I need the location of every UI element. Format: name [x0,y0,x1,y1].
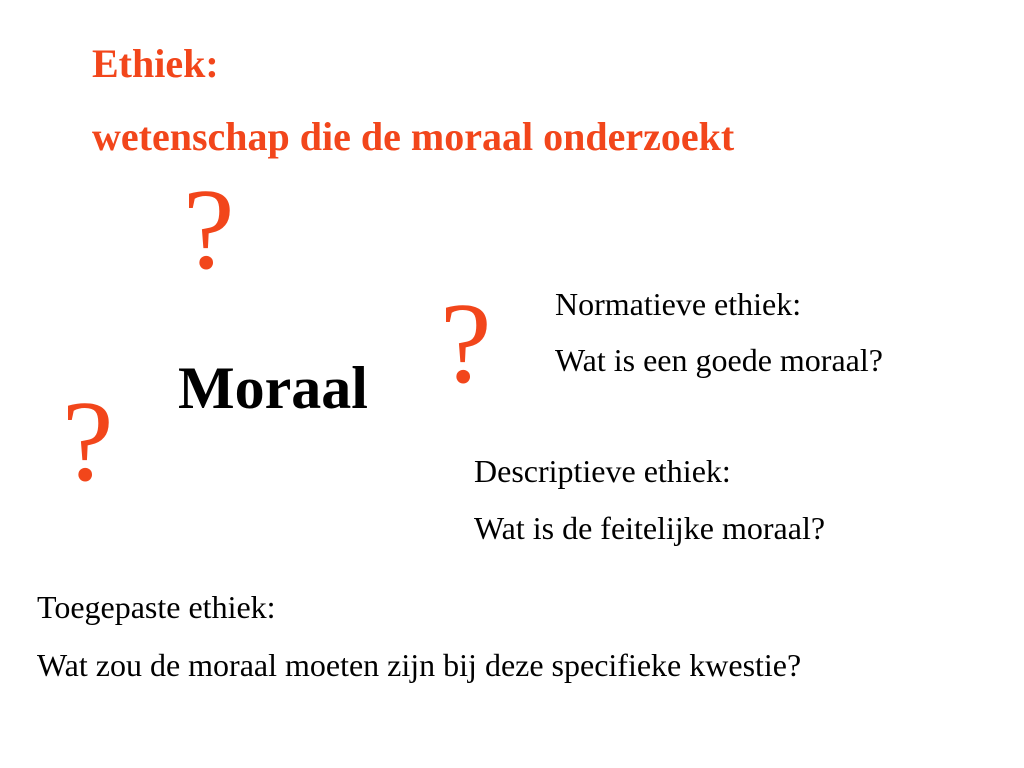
question-mark-middle: ? [440,280,492,408]
descriptive-ethics-question: Wat is de feitelijke moraal? [474,510,826,546]
slide-subtitle: wetenschap die de moraal onderzoekt [92,114,735,159]
question-mark-top: ? [183,166,235,294]
central-word-moraal: Moraal [178,355,368,421]
question-mark-left: ? [62,378,114,506]
slide-title: Ethiek: [92,41,219,86]
applied-ethics-question: Wat zou de moraal moeten zijn bij deze specifieke kwestie? [37,647,802,683]
descriptive-ethics-heading: Descriptieve ethiek: [474,453,731,489]
normative-ethics-heading: Normatieve ethiek: [555,286,802,322]
applied-ethics-heading: Toegepaste ethiek: [37,589,276,625]
normative-ethics-question: Wat is een goede moraal? [555,342,883,378]
